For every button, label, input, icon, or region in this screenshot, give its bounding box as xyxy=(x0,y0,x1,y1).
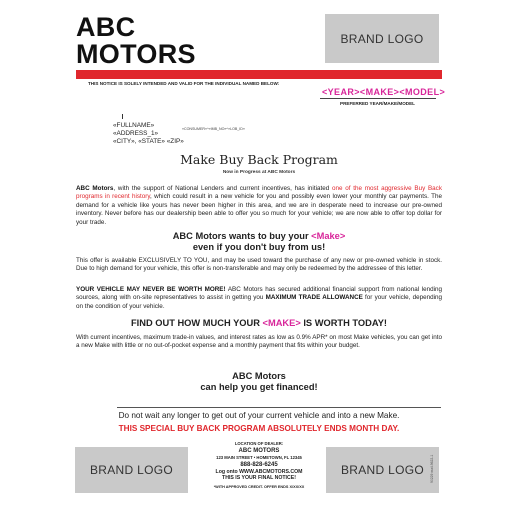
headline-2-text-b: IS WORTH TODAY! xyxy=(300,318,388,328)
intro-text-b: , which could result in a new vehicle for you and possibly even lower your monthly car payments. The demand for a vehicle like yours has never been higher in this area, and we are in desperate need to increase our pre-owned inventory. Never before has our dealership been able to offer you so much for your vehicle; we are now able to offer top dollar for your trade. xyxy=(76,193,442,226)
max-trade-bold: MAXIMUM TRADE ALLOWANCE xyxy=(265,294,363,302)
credit-disclaimer: *WITH APPROVED CREDIT. OFFER ENDS X/XX/XX xyxy=(213,485,305,489)
page-subtitle: Now in Progress at ABC Motors xyxy=(222,170,296,175)
dealer-name: ABC MOTORS xyxy=(238,448,280,454)
brand-logo-bottom-left xyxy=(75,447,188,493)
notice-text: THIS NOTICE IS SOLELY INTENDED AND VALID FOR THE INDIVIDUAL NAMED BELOW: xyxy=(88,81,280,86)
exclusive-offer-paragraph: This offer is available EXCLUSIVELY TO YOU, and may be used toward the purchase of any new or pre-owned vehicle in stock. Due to high demand for your vehicle, this offer is non-transferable and may only be redeemed by the addressee of this letter. xyxy=(76,257,442,273)
intro-text-a: , with the support of National Lenders and current incentives, has initiated xyxy=(113,185,332,192)
page-title: Make Buy Back Program xyxy=(180,152,338,167)
side-code: 90229 mail-9622-1 xyxy=(430,454,434,483)
headline-2-text-a: FIND OUT HOW MUCH YOUR xyxy=(130,318,263,328)
headline-financed xyxy=(0,371,518,393)
address-block xyxy=(113,122,184,147)
dealer-info xyxy=(200,441,318,490)
brand-logo-top-label: BRAND LOGO xyxy=(340,31,424,46)
header-red-bar xyxy=(76,70,442,79)
worth-more-text-a: ABC Motors has secured additional financial support from national lending sources, along with on-site representatives to assist in getting you xyxy=(76,286,442,302)
headline-3-line-2: can help you get financed! xyxy=(200,382,318,392)
dealer-logo xyxy=(76,14,196,68)
headline-2-make: <MAKE> xyxy=(262,318,301,328)
year-make-model: <YEAR><MAKE><MODEL> xyxy=(322,87,446,97)
recipient-fullname: «FULLNAME» xyxy=(113,122,155,129)
recipient-address-1: «ADDRESS_1» xyxy=(113,130,159,138)
footer-divider xyxy=(117,407,441,408)
closing-line: Do not wait any longer to get out of your current vehicle and into a new Make. xyxy=(118,411,400,420)
headline-buy-your-make xyxy=(0,231,518,253)
intro-dealer-name: ABC Motors xyxy=(76,185,114,192)
financing-paragraph: With current incentives, maximum trade-in values, and interest rates as low as 0.9% APR* on most Make vehicles, you can get into a new Make with little or no out-of-pocket expense and a monthly payment that fits within your budget. xyxy=(76,334,442,350)
barcode-code: «CONSUMER»^»IMB_NO»^»LOB_ID» xyxy=(182,127,245,131)
address-mark xyxy=(122,114,123,119)
intro-paragraph xyxy=(76,185,442,227)
brand-logo-top xyxy=(325,14,439,63)
headline-3-line-1: ABC Motors xyxy=(232,371,286,381)
logo-line-1: ABC xyxy=(76,12,136,42)
headline-find-out xyxy=(0,318,518,329)
headline-1-line-2: even if you don't buy from us! xyxy=(192,242,326,252)
dealer-website: Log onto WWW.ABCMOTORS.COM xyxy=(215,469,303,475)
intro-highlight: one of the most aggressive Buy Back programs in recent history xyxy=(76,185,442,201)
headline-1-make: <Make> xyxy=(311,231,346,241)
final-notice: THIS IS YOUR FINAL NOTICE! xyxy=(222,475,296,481)
dealer-address: 123 MAIN STREET • HOMETOWN, FL 12345 xyxy=(216,455,302,460)
dealer-location-label: LOCATION OF DEALER: xyxy=(234,441,284,446)
dealer-phone: 888-828-6245 xyxy=(240,462,278,468)
headline-1-text: ABC Motors wants to buy your xyxy=(172,231,312,241)
worth-more-paragraph xyxy=(76,286,442,311)
deadline-line: THIS SPECIAL BUY BACK PROGRAM ABSOLUTELY ENDS MONTH DAY. xyxy=(118,424,400,433)
brand-logo-left-label: BRAND LOGO xyxy=(89,463,173,477)
brand-logo-right-label: BRAND LOGO xyxy=(340,463,424,477)
worth-more-bold: YOUR VEHICLE MAY NEVER BE WORTH MORE! xyxy=(76,286,226,293)
ymm-caption: PREFERRED YEAR/MAKE/MODEL xyxy=(340,101,415,106)
worth-more-text-b: for your vehicle, depending on the condition of your vehicle. xyxy=(76,294,443,310)
recipient-city-state-zip: «CITY», «STATE» «ZIP» xyxy=(113,138,184,146)
ymm-underline xyxy=(320,98,436,99)
brand-logo-bottom-right xyxy=(326,447,439,493)
logo-line-2: MOTORS xyxy=(76,39,196,69)
